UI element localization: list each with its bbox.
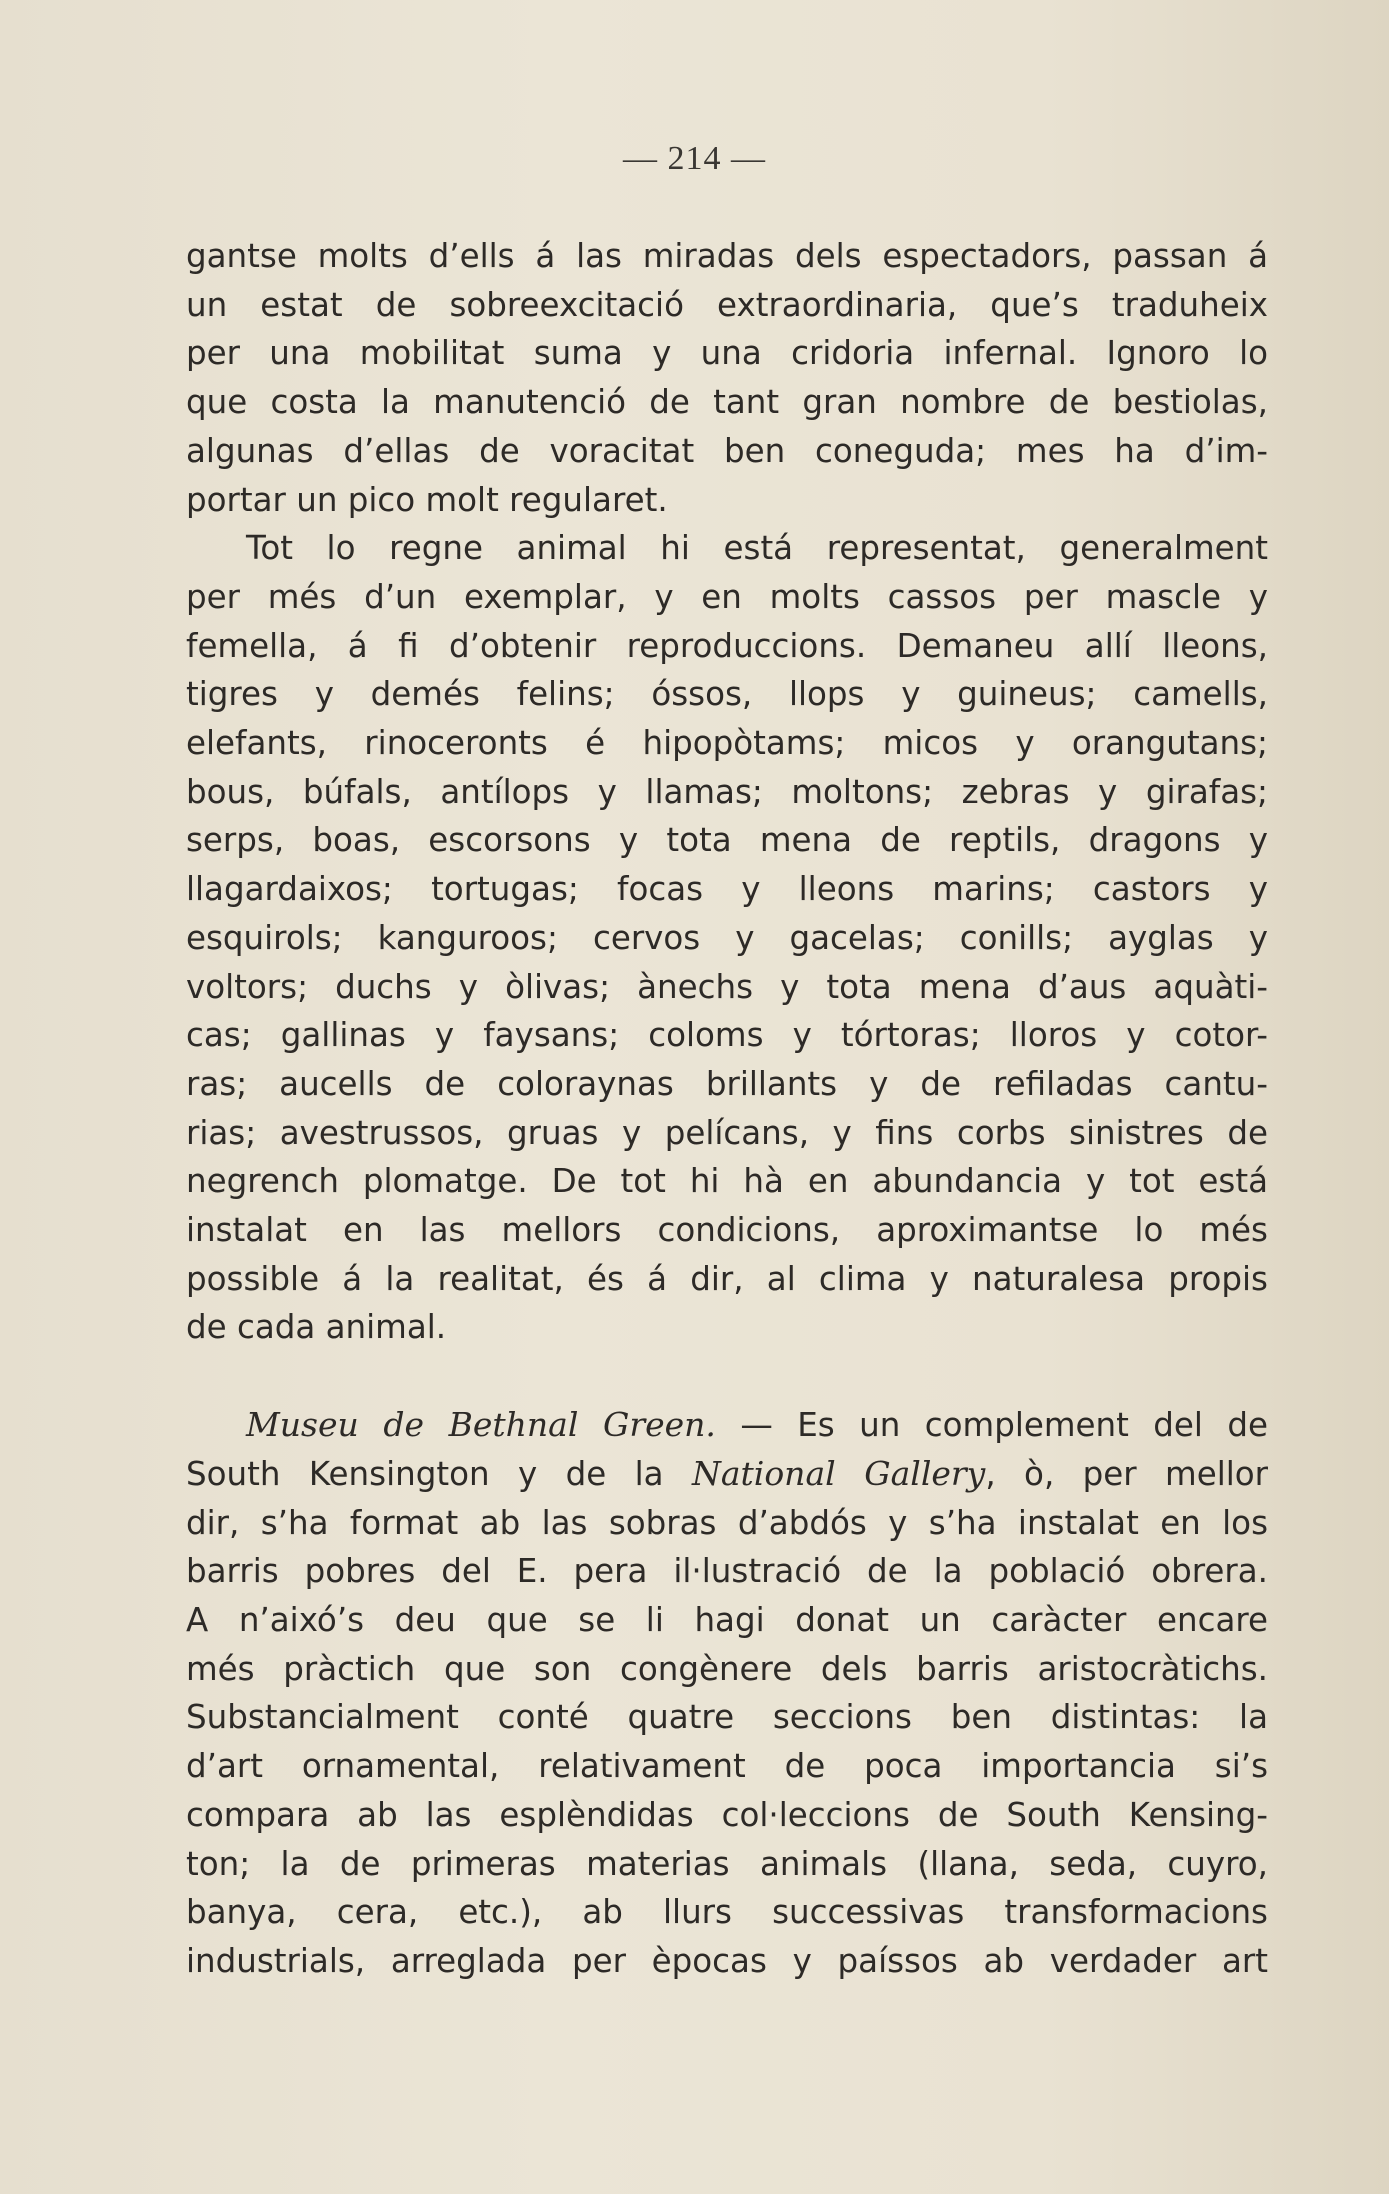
text-line: banya, cera, etc.), ab llurs successivas transformacions xyxy=(186,1893,1268,1932)
paragraph-3 xyxy=(186,1401,1268,1985)
italic-title: National Gallery xyxy=(691,1453,986,1493)
text-line: possible á la realitat, és á dir, al clima y naturalesa propis xyxy=(186,1259,1268,1298)
text-line: bous, búfals, antílops y llamas; moltons; zebras y girafas; xyxy=(186,772,1268,811)
text-line: barris pobres del E. pera il·lustració de la població obrera. xyxy=(186,1552,1268,1591)
text-line: ton; la de primeras materias animals (llana, seda, cuyro, xyxy=(186,1844,1268,1883)
text-line: per una mobilitat suma y una cridoria infernal. Ignoro lo xyxy=(186,334,1268,373)
text-line xyxy=(186,1401,1268,1450)
text-line: de cada animal. xyxy=(186,1308,447,1347)
text-line: gantse molts d’ells á las miradas dels espectadors, passan á xyxy=(186,237,1268,275)
text-line: un estat de sobreexcitació extraordinaria, que’s traduheix xyxy=(186,285,1268,324)
text-line: serps, boas, escorsons y tota mena de reptils, dragons y xyxy=(186,821,1268,860)
section-heading: Museu de Bethnal Green. xyxy=(246,1405,716,1445)
text-line: que costa la manutenció de tant gran nombre de bestiolas, xyxy=(186,383,1268,422)
text-line: cas; gallinas y faysans; coloms y tórtoras; lloros y cotor- xyxy=(186,1016,1268,1055)
text-line: Tot lo regne animal hi está representat, generalment xyxy=(246,529,1268,568)
text-line: d’art ornamental, relativament de poca importancia si’s xyxy=(186,1747,1268,1786)
text-fragment: , ò, per mellor xyxy=(985,1454,1268,1493)
text-fragment: South Kensington y de la xyxy=(186,1454,692,1493)
text-line: elefants, rinoceronts é hipopòtams; micos y orangutans; xyxy=(186,724,1268,763)
text-line: negrench plomatge. De tot hi hà en abundancia y tot está xyxy=(186,1162,1268,1201)
text-line: per més d’un exemplar, y en molts cassos per mascle y xyxy=(186,577,1268,616)
text-line: llagardaixos; tortugas; focas y lleons marins; castors y xyxy=(186,870,1268,909)
text-line: A n’aixó’s deu que se li hagi donat un caràcter encare xyxy=(186,1600,1268,1639)
page-number: — 214 — xyxy=(623,140,766,177)
text-line: industrials, arreglada per èpocas y paíssos ab verdader art xyxy=(186,1941,1268,1980)
text-line: rias; avestrussos, gruas y pelícans, y fins corbs sinistres de xyxy=(186,1113,1268,1152)
text-line: algunas d’ellas de voracitat ben coneguda; mes ha d’im- xyxy=(186,431,1268,470)
text-line: esquirols; kanguroos; cervos y gacelas; conills; ayglas y xyxy=(186,918,1268,957)
text-line: més pràctich que son congènere dels barris aristocràtichs. xyxy=(186,1649,1268,1688)
text-line: dir, s’ha format ab las sobras d’abdós y s’ha instalat en los xyxy=(186,1503,1268,1542)
paragraph-1 xyxy=(186,232,1268,524)
text-line: compara ab las esplèndidas col·leccions de South Kensing- xyxy=(186,1795,1268,1834)
text-fragment: — Es un complement del de xyxy=(715,1406,1268,1445)
text-line: femella, á fi d’obtenir reproduccions. Demaneu allí lleons, xyxy=(186,626,1268,665)
text-line: portar un pico molt regularet. xyxy=(186,480,668,519)
text-line: voltors; duchs y òlivas; ànechs y tota mena d’aus aquàti- xyxy=(186,967,1268,1006)
text-line: Substancialment conté quatre seccions ben distintas: la xyxy=(186,1698,1268,1737)
text-line: tigres y demés felins; óssos, llops y guineus; camells, xyxy=(186,675,1268,714)
body-text xyxy=(186,232,1268,1986)
text-line xyxy=(186,1450,1268,1499)
text-line: instalat en las mellors condicions, aproximantse lo més xyxy=(186,1211,1268,1250)
paragraph-2 xyxy=(186,524,1268,1352)
paragraph-gap xyxy=(186,1352,1268,1401)
text-line: ras; aucells de coloraynas brillants y de refiladas cantu- xyxy=(186,1064,1268,1103)
